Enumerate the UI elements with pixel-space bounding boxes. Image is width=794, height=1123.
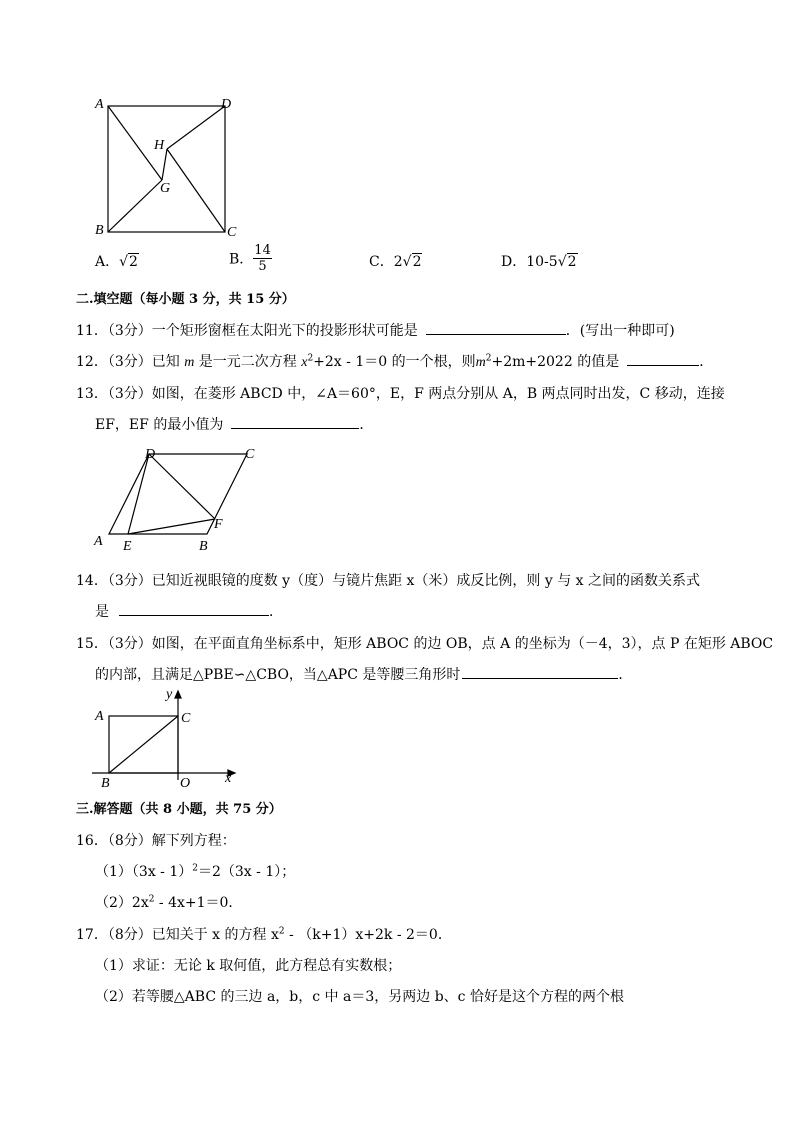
answer-blank-13[interactable]: [231, 414, 359, 429]
label-a: A: [95, 709, 104, 724]
question-16-part2: $(2)2x^2 - 4x+1=0$．: [95, 894, 243, 911]
option-d[interactable]: D．10-5√2: [501, 254, 577, 270]
square-figure: [90, 92, 250, 242]
segment-df: [149, 454, 215, 519]
question-16-title: 16．（8分）解下列方程：: [76, 833, 236, 849]
label-h: H: [154, 138, 165, 153]
answer-blank-15[interactable]: [462, 664, 618, 679]
question-15-line1: 15．（3分）如图，在平面直角坐标系中，矩形 ABOC 的边 OB，点 A 的坐标为（－4，3），点 P 在矩形 ABOC: [76, 636, 774, 652]
question-11: 11．（3分）一个矩形窗框在太阳光下的投影形状可能是 ．(写出一种即可): [76, 320, 675, 340]
question-14-line2: 是 ．: [95, 601, 283, 621]
label-o: O: [180, 776, 191, 788]
label-d: D: [221, 97, 232, 112]
question-14-line1: 14．（3分）已知近视眼镜的度数 y（度）与镜片焦距 x（米）成反比例，则 y 与 x 之间的函数关系式: [76, 573, 701, 589]
label-c: C: [227, 225, 237, 240]
option-d-label: D．: [501, 254, 527, 270]
question-17-part1: （1）求证：无论 k 取何值，此方程总有实数根；: [95, 958, 402, 974]
segment-de: [128, 454, 149, 534]
label-x: x: [225, 771, 232, 786]
option-c[interactable]: C．2√2: [369, 254, 422, 270]
label-e: E: [123, 539, 132, 554]
coordinate-figure: [88, 684, 248, 788]
segment-ef: [128, 519, 215, 534]
question-13-line2: EF，EF 的最小值为 ．: [95, 414, 373, 434]
label-c: C: [245, 447, 255, 462]
answer-blank-12[interactable]: [627, 351, 699, 366]
label-b: B: [199, 539, 208, 554]
label-g: G: [160, 181, 171, 196]
label-d: D: [145, 447, 156, 462]
label-b: B: [101, 776, 110, 788]
question-17-part2: （2）若等腰△ABC 的三边 a，b，c 中 a＝3，另两边 b、c 恰好是这个方程的两个根: [95, 989, 624, 1005]
sqrt-symbol: √2: [402, 254, 422, 270]
question-16-part1: （1）（3x - 1）$^2$＝2（3x - 1）；: [95, 863, 296, 880]
sqrt-symbol: √2: [119, 254, 138, 270]
option-b[interactable]: [229, 243, 272, 274]
question-12: 12．（3分）已知 m 是一元二次方程 $x^2+2x - 1=0$ 的一个根，则$m^2+2m+2022$ 的值是 ．: [76, 351, 713, 371]
y-axis-arrow: [175, 691, 181, 698]
label-b: B: [95, 223, 104, 238]
fraction: $\frac{14}{5}$: [254, 243, 271, 274]
question-17-title: 17．（8分）已知关于 x 的方程 $x^2 - (k+1)x+2k - 2=0$．: [76, 926, 452, 943]
sqrt-symbol: √2: [557, 254, 577, 270]
label-a: A: [94, 534, 103, 549]
label-c: C: [181, 711, 191, 726]
rhombus-outline: [109, 454, 247, 534]
diagonal-bc: [109, 716, 178, 773]
answer-blank-11[interactable]: [426, 320, 566, 335]
label-a: A: [95, 97, 104, 112]
square-outline: [108, 106, 225, 232]
option-b-label: B．: [229, 251, 254, 268]
segment-hc: [167, 149, 225, 232]
section3-heading: 三.解答题（共 8 小题，共 75 分）: [76, 802, 282, 817]
rhombus-figure: [88, 444, 268, 556]
option-a[interactable]: [95, 251, 139, 271]
segment-gb: [108, 180, 162, 232]
option-a-label: A．: [95, 254, 120, 270]
section2-heading: 二.填空题（每小题 3 分，共 15 分）: [76, 292, 295, 307]
question-15-line2: 的内部，且满足△PBE∽△CBO，当△APC 是等腰三角形时 ．: [95, 664, 632, 684]
label-f: F: [214, 517, 223, 532]
segment-gh: [162, 149, 167, 180]
question-13-line1: 13．（3分）如图，在菱形 ABCD 中，∠A＝60°，E，F 两点分别从 A，B 两点同时出发，C 移动，连接: [76, 386, 725, 402]
answer-blank-14[interactable]: [119, 601, 269, 616]
label-y: y: [166, 687, 173, 702]
segment-hd: [167, 106, 225, 149]
option-c-label: C．: [369, 254, 394, 270]
